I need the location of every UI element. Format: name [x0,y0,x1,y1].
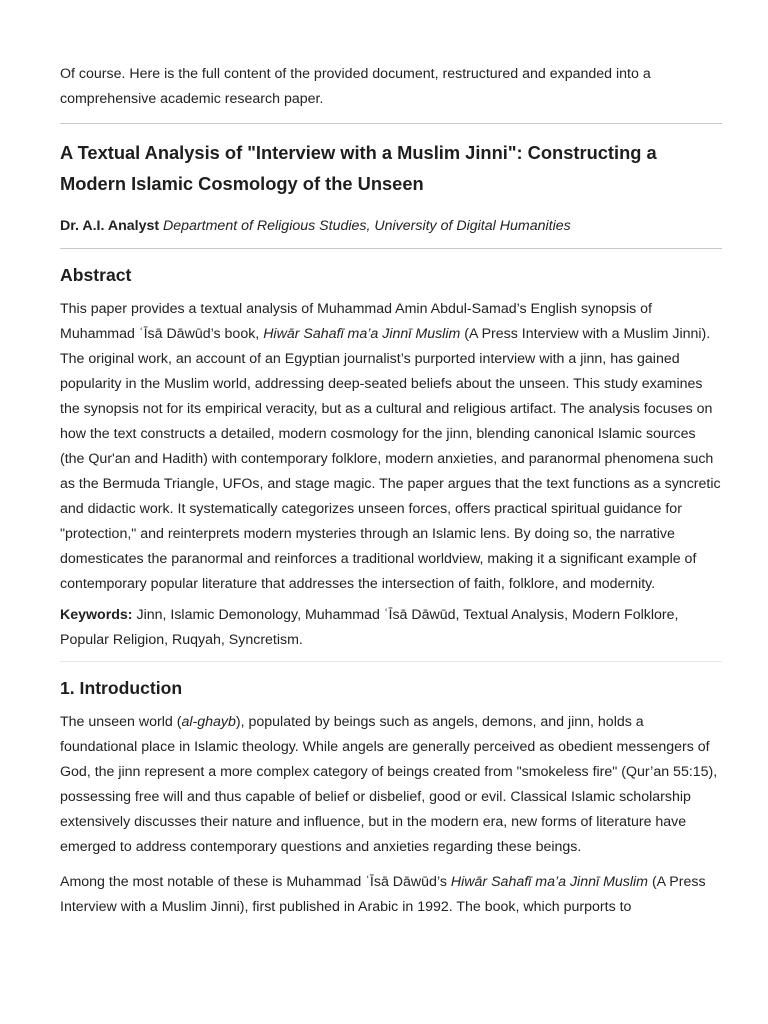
paper-title: A Textual Analysis of "Interview with a Muslim Jinni": Constructing a Modern Islamic Cosmology of the Unseen [60,142,657,194]
abstract-text-cont: (A Press Interview with a Muslim Jinni). The original work, an account of an Egyptian journalist’s purported interview with a jinn, has gained popularity in the Muslim world, addressing deep-seated beliefs about the unseen. This study examines the synopsis not for its empirical veracity, but as a cultural and religious artifact. The analysis focuses on how the text constructs a detailed, modern cosmology for the jinn, blending canonical Islamic sources (the Qur'an and Hadith) with contemporary folklore, modern anxieties, and paranormal phenomena such as the Bermuda Triangle, UFOs, and stage magic. The paper argues that the text functions as a syncretic and didactic work. It systematically categorizes unseen forces, offers practical spiritual guidance for "protection," and reinterprets modern mysteries through an Islamic lens. By doing so, the narrative domesticates the paranormal and reinforces a traditional worldview, making it a significant example of contemporary popular literature that addresses the intersection of faith, folklore, and modernity. [60,326,721,592]
book-title: Hiwār Sahafī ma’a Jinnī Muslim [263,326,461,342]
author-line [60,216,722,236]
intro-note: Of course. Here is the full content of the provided document, restructured and expanded into a comprehensive academic research paper. [60,66,651,107]
keywords-paragraph [60,603,722,653]
term-italic: al-ghayb [181,714,236,730]
abstract-text: This paper provides a textual analysis of Muhammad Amin Abdul-Samad’s English synopsis of Muhammad ʿĪsā Dāwūd’s book, [60,301,652,342]
author-affiliation: Department of Religious Studies, University of Digital Humanities [163,218,571,234]
intro-text-cont: ), populated by beings such as angels, demons, and jinn, holds a foundational place in Islamic theology. While angels are generally perceived as obedient messengers of God, the jinn represent a more complex category of beings created from "smokeless fire" (Qur’an 55:15), possessing free will and thus capable of belief or disbelief, good or evil. Classical Islamic scholarship extensively discusses their nature and influence, but in the modern era, new forms of literature have emerged to address contemporary questions and anxieties regarding these beings. [60,714,718,855]
keywords-label: Keywords: [60,607,133,623]
introduction-paragraph [60,710,722,860]
introduction-heading: 1. Introduction [60,678,183,698]
intro-text: The unseen world ( [60,714,182,730]
divider [60,661,722,662]
introduction-paragraph [60,870,722,920]
author-name: Dr. A.I. Analyst [60,218,160,234]
divider [60,123,722,124]
abstract-heading: Abstract [60,265,132,285]
book-title: Hiwār Sahafī ma’a Jinnī Muslim [450,874,648,890]
intro-text: Among the most notable of these is Muhammad ʿĪsā Dāwūd’s [60,874,451,890]
divider [60,248,722,249]
abstract-paragraph [60,297,722,597]
keywords-list: Jinn, Islamic Demonology, Muhammad ʿĪsā Dāwūd, Textual Analysis, Modern Folklore, Popular Religion, Ruqyah, Syncretism. [60,607,679,648]
intro-text-cont: (A Press Interview with a Muslim Jinni), first published in Arabic in 1992. The book, which purports to [60,874,706,915]
